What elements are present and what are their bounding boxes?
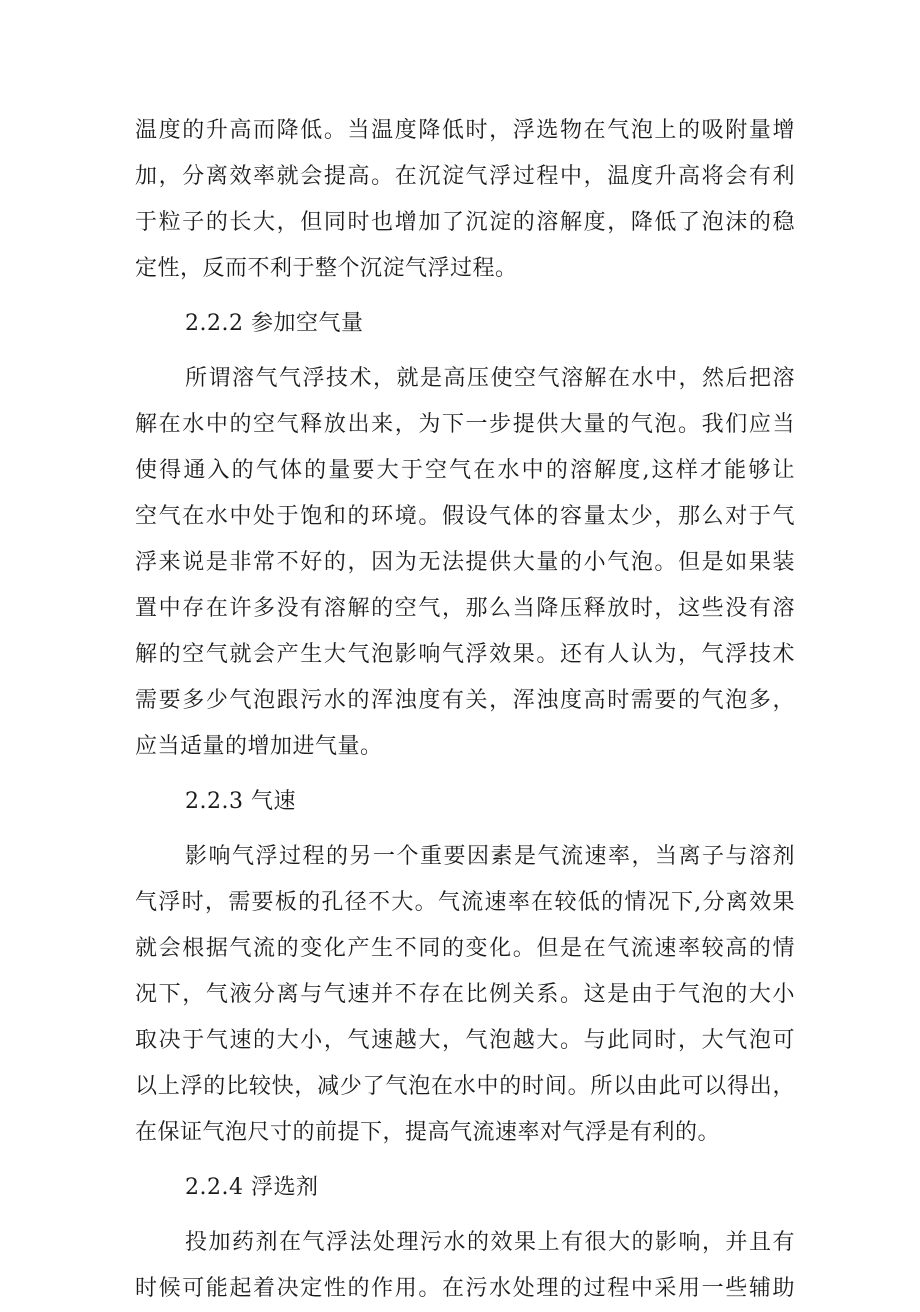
text-line: 况下，气液分离与气速并不存在比例关系。这是由于气泡的大小 bbox=[135, 982, 795, 1007]
text-line: 取决于气速的大小，气速越大，气泡越大。与此同时，大气泡可 bbox=[135, 1028, 795, 1053]
text-line: 空气在水中处于饱和的环境。假设气体的容量太少，那么对于气 bbox=[135, 504, 795, 529]
text-line: 所谓溶气气浮技术，就是高压使空气溶解在水中，然后把溶 bbox=[185, 366, 795, 391]
section-heading-air-volume: 2.2.2 参加空气量 bbox=[185, 311, 364, 336]
text-line: 解的空气就会产生大气泡影响气浮效果。还有人认为，气浮技术 bbox=[135, 642, 795, 667]
text-line: 使得通入的气体的量要大于空气在水中的溶解度,这样才能够让 bbox=[135, 458, 795, 483]
paragraph-gas-velocity bbox=[135, 834, 795, 1156]
text-line: 于粒子的长大，但同时也增加了沉淀的溶解度，降低了泡沫的稳 bbox=[135, 210, 795, 235]
text-line: 温度的升高而降低。当温度降低时，浮选物在气泡上的吸附量增 bbox=[135, 118, 795, 143]
text-line: 影响气浮过程的另一个重要因素是气流速率，当离子与溶剂 bbox=[185, 844, 795, 869]
section-heading-flotation-agent: 2.2.4 浮选剂 bbox=[185, 1175, 319, 1200]
text-line: 时候可能起着决定性的作用。在污水处理的过程中采用一些辅助 bbox=[135, 1276, 795, 1301]
text-line: 就会根据气流的变化产生不同的变化。但是在气流速率较高的情 bbox=[135, 936, 795, 961]
text-line: 置中存在许多没有溶解的空气，那么当降压释放时，这些没有溶 bbox=[135, 596, 795, 621]
text-line: 应当适量的增加进气量。 bbox=[135, 734, 383, 759]
text-line: 以上浮的比较快，减少了气泡在水中的时间。所以由此可以得出， bbox=[135, 1074, 795, 1099]
paragraph-flotation-agent bbox=[135, 1220, 795, 1312]
text-line: 加，分离效率就会提高。在沉淀气浮过程中，温度升高将会有利 bbox=[135, 164, 795, 189]
text-line: 在保证气泡尺寸的前提下，提高气流速率对气浮是有利的。 bbox=[135, 1120, 721, 1145]
text-line: 浮来说是非常不好的，因为无法提供大量的小气泡。但是如果装 bbox=[135, 550, 795, 575]
text-line: 解在水中的空气释放出来，为下一步提供大量的气泡。我们应当 bbox=[135, 412, 795, 437]
text-line: 需要多少气泡跟污水的浑浊度有关，浑浊度高时需要的气泡多， bbox=[135, 688, 795, 713]
text-line: 定性，反而不利于整个沉淀气浮过程。 bbox=[135, 256, 518, 281]
section-heading-gas-velocity: 2.2.3 气速 bbox=[185, 789, 296, 814]
text-line: 投加药剂在气浮法处理污水的效果上有很大的影响，并且有 bbox=[185, 1230, 795, 1255]
paragraph-temperature bbox=[135, 108, 795, 292]
text-line: 气浮时，需要板的孔径不大。气流速率在较低的情况下,分离效果 bbox=[135, 890, 795, 915]
paragraph-air-volume bbox=[135, 356, 795, 770]
document-body bbox=[135, 108, 795, 1312]
